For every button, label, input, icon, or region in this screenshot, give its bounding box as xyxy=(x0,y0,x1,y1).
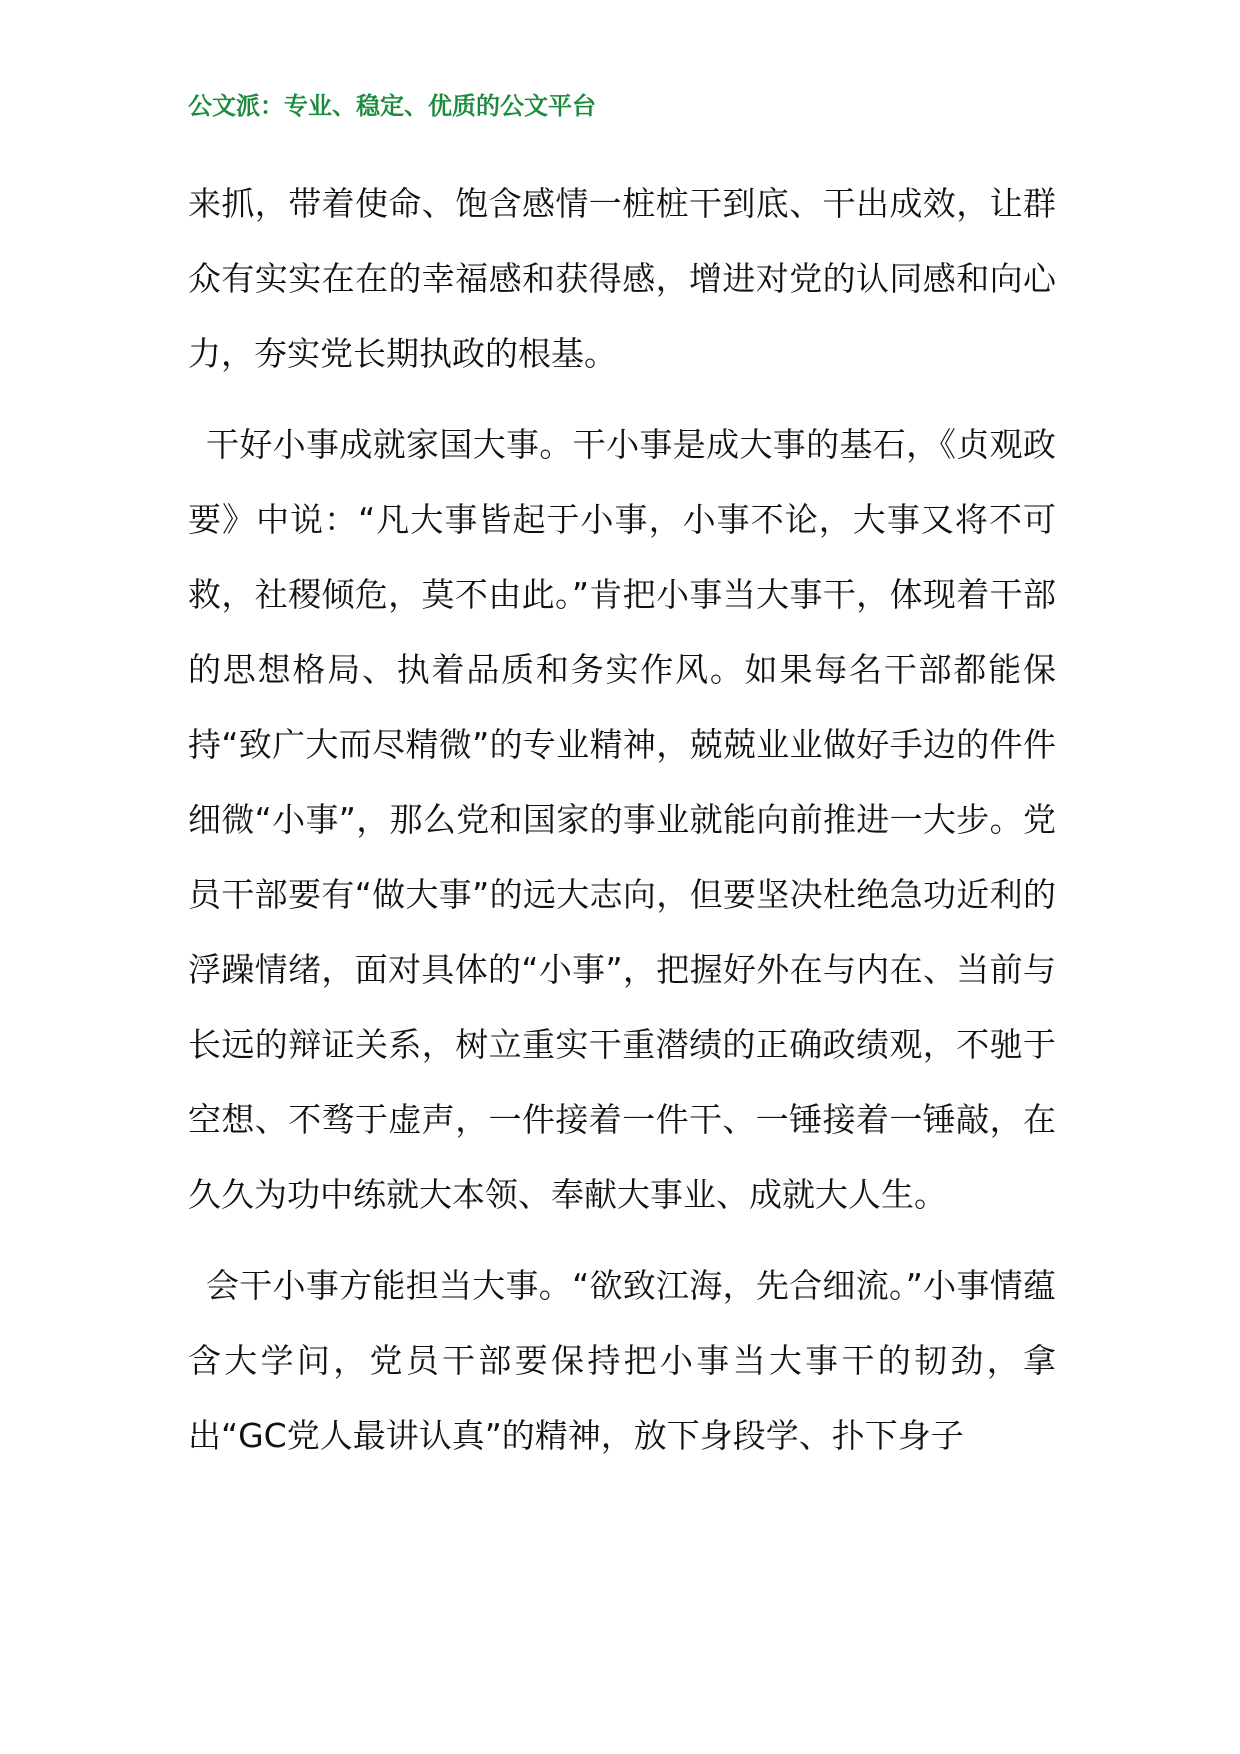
document-body xyxy=(188,166,1056,1489)
paragraph: 干好小事成就家国大事。干小事是成大事的基石，《贞观政要》中说：“凡大事皆起于小事，小事不论，大事又将不可救，社稷倾危，莫不由此。”肯把小事当大事干，体现着干部的思想格局、执着品质和务实作风。如果每名干部都能保持“致广大而尽精微”的专业精神，兢兢业业做好手边的件件细微“小事”，那么党和国家的事业就能向前推进一大步。党员干部要有“做大事”的远大志向，但要坚决杜绝急功近利的浮躁情绪，面对具体的“小事”，把握好外在与内在、当前与长远的辩证关系，树立重实干重潜绩的正确政绩观，不驰于空想、不骛于虚声，一件接着一件干、一锤接着一锤敲，在久久为功中练就大本领、奉献大事业、成就大人生。 xyxy=(188,425,1056,1214)
paragraph: 会干小事方能担当大事。“欲致江海，先合细流。”小事情蕴含大学问，党员干部要保持把小事当大事干的韧劲，拿出“GC党人最讲认真”的精神，放下身段学、扑下身子 xyxy=(188,1266,1056,1455)
page-header: 公文派：专业、稳定、优质的公文平台 xyxy=(188,92,596,120)
paragraph: 来抓，带着使命、饱含感情一桩桩干到底、干出成效，让群众有实实在在的幸福感和获得感，增进对党的认同感和向心力，夯实党长期执政的根基。 xyxy=(188,184,1056,373)
